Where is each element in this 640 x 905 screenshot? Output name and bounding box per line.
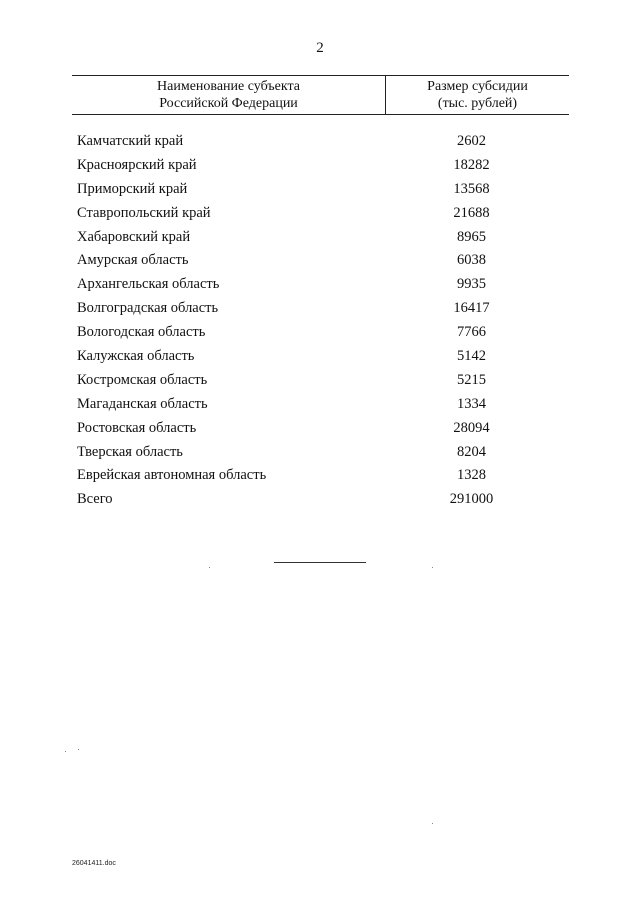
end-of-document-rule xyxy=(274,562,366,563)
header-subsidy-amount-line1: Размер субсидии xyxy=(427,79,528,94)
table-row xyxy=(72,322,569,346)
table-row xyxy=(72,442,569,466)
table-row xyxy=(72,370,569,394)
table-body xyxy=(72,131,569,513)
scan-speck xyxy=(65,751,66,752)
subsidy-amount: 16417 xyxy=(453,300,490,317)
region-name: Камчатский край xyxy=(77,133,184,149)
table-row xyxy=(72,131,569,155)
scan-speck xyxy=(432,823,433,824)
table-row xyxy=(72,250,569,274)
region-name: Вологодская область xyxy=(77,324,206,341)
table-row xyxy=(72,203,569,227)
table-row xyxy=(72,227,569,251)
footer-file-name: 26041411.doc xyxy=(72,860,116,867)
header-region-name-line2: Российской Федерации xyxy=(159,96,298,111)
region-name: Хабаровский край xyxy=(77,228,191,245)
table-row xyxy=(72,179,569,203)
region-name: Костромская область xyxy=(77,371,208,388)
subsidy-amount: 21688 xyxy=(453,204,490,221)
table-row xyxy=(72,465,569,489)
subsidy-amount: 28094 xyxy=(453,419,490,436)
total-row xyxy=(72,489,569,513)
subsidy-amount: 18282 xyxy=(453,156,490,173)
table-header xyxy=(72,75,569,115)
subsidy-amount: 2602 xyxy=(457,133,486,149)
region-name: Ставропольский край xyxy=(77,204,211,221)
subsidy-amount: 7766 xyxy=(457,324,486,341)
region-name: Красноярский край xyxy=(77,156,197,173)
total-amount: 291000 xyxy=(449,491,494,508)
subsidy-amount: 1334 xyxy=(457,395,486,412)
subsidy-amount: 13568 xyxy=(453,180,490,197)
subsidy-amount: 8965 xyxy=(457,228,486,245)
subsidy-amount: 6038 xyxy=(457,252,486,269)
subsidy-table xyxy=(72,75,569,508)
subsidy-amount: 9935 xyxy=(457,276,486,293)
scan-speck xyxy=(209,567,210,568)
table-row xyxy=(72,155,569,179)
page-number: 2 xyxy=(316,40,324,56)
subsidy-amount: 5142 xyxy=(457,348,486,365)
table-row xyxy=(72,418,569,442)
header-region-name-line1: Наименование субъекта xyxy=(157,79,300,94)
table-row xyxy=(72,346,569,370)
scan-speck xyxy=(432,567,433,568)
region-name: Волгоградская область xyxy=(77,300,219,317)
region-name: Калужская область xyxy=(77,348,195,365)
region-name: Архангельская область xyxy=(77,276,220,293)
subsidy-amount: 5215 xyxy=(457,371,486,388)
region-name: Еврейская автономная область xyxy=(77,467,267,484)
scan-speck xyxy=(78,749,79,750)
region-name: Магаданская область xyxy=(77,395,208,412)
table-row xyxy=(72,274,569,298)
header-subsidy-amount-line2: (тыс. рублей) xyxy=(437,96,518,111)
region-name: Ростовская область xyxy=(77,419,197,436)
table-row xyxy=(72,394,569,418)
region-name: Амурская область xyxy=(77,252,189,269)
subsidy-amount: 1328 xyxy=(457,467,486,484)
table-row xyxy=(72,298,569,322)
region-name: Тверская область xyxy=(77,443,183,460)
subsidy-amount: 8204 xyxy=(457,443,486,460)
total-label: Всего xyxy=(77,491,113,508)
region-name: Приморский край xyxy=(77,180,188,197)
header-subsidy-amount xyxy=(386,78,569,112)
header-region-name xyxy=(72,78,385,112)
